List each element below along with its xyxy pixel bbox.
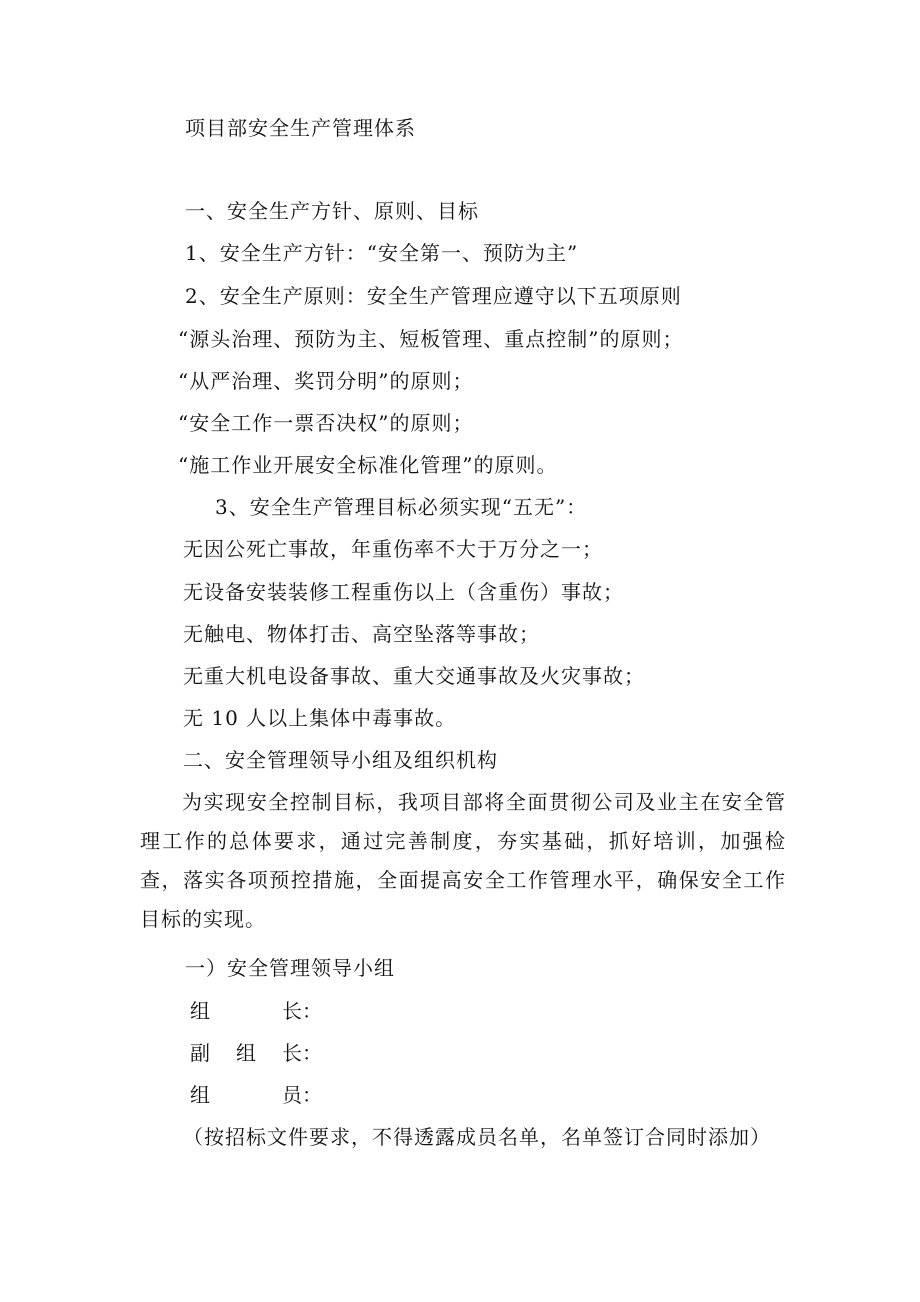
role-row-deputy [190, 1040, 322, 1066]
role-row-leader [190, 998, 322, 1024]
goal-line: 无因公死亡事故，年重伤率不大于万分之一； [183, 537, 603, 561]
goal-line: 无触电、物体打击、高空坠落等事故； [183, 622, 540, 646]
role-char: 组 [190, 1083, 210, 1107]
principle-line: “源头治理、预防为主、短板管理、重点控制”的原则； [178, 327, 684, 351]
role-char: 长： [282, 1041, 322, 1065]
goal-item: 3、安全生产管理目标必须实现“五无”： [215, 495, 588, 519]
role-char: 组 [236, 1041, 256, 1065]
role-char: 长： [282, 999, 322, 1023]
role-char: 副 [190, 1041, 210, 1065]
section2-paragraph: 为实现安全控制目标，我项目部将全面贯彻公司及业主在安全管理工作的总体要求，通过完善制度，夯实基础，抓好培训，加强检查，落实各项预控措施，全面提高安全工作管理水平，确保安全工作目标的实现。 [140, 790, 786, 931]
goal-line: 无设备安装装修工程重伤以上（含重伤）事故； [183, 580, 624, 604]
goal-line: 无重大机电设备事故、重大交通事故及火灾事故； [183, 664, 645, 688]
role-char: 组 [190, 999, 210, 1023]
policy-item: 1、安全生产方针：“安全第一、预防为主” [185, 241, 579, 265]
note-text: （按招标文件要求，不得透露成员名单，名单签订合同时添加） [183, 1125, 771, 1149]
principle-item: 2、安全生产原则：安全生产管理应遵守以下五项原则 [185, 284, 682, 308]
principle-line: “施工作业开展安全标准化管理”的原则。 [178, 453, 558, 477]
section-heading-1: 一、安全生产方针、原则、目标 [185, 199, 479, 223]
role-row-member [190, 1082, 322, 1108]
section-heading-2: 二、安全管理领导小组及组织机构 [183, 748, 498, 772]
sub-heading: 一）安全管理领导小组 [185, 956, 395, 980]
role-char: 员： [282, 1083, 322, 1107]
goal-line: 无 10 人以上集体中毒事故。 [183, 706, 457, 730]
document-title: 项目部安全生产管理体系 [185, 116, 416, 140]
principle-line: “安全工作一票否决权”的原则； [178, 411, 474, 435]
principle-line: “从严治理、奖罚分明”的原则； [178, 369, 474, 393]
